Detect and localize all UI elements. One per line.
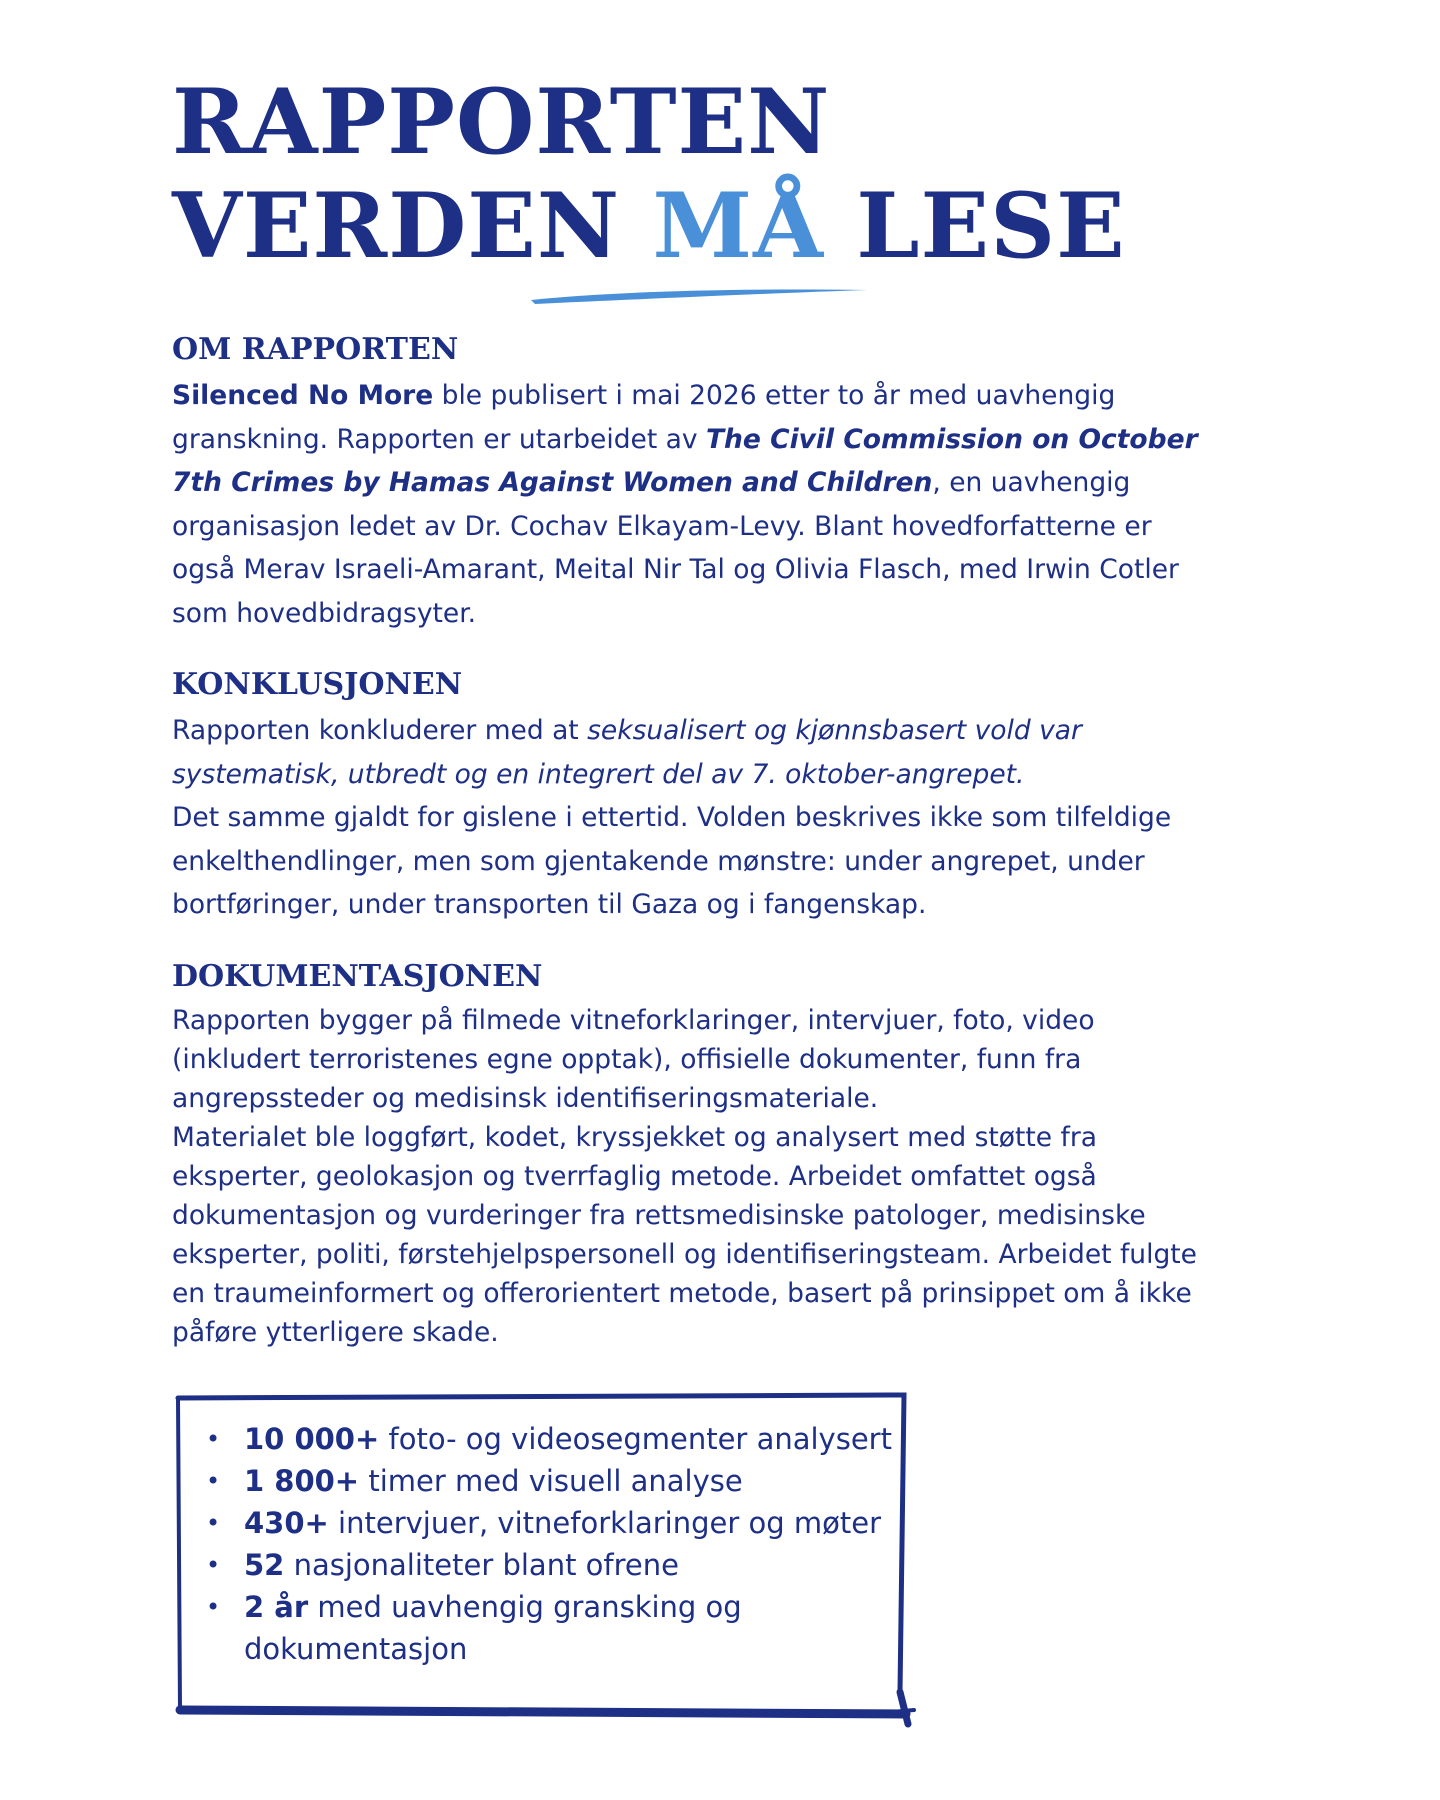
key-facts-box <box>172 1392 907 1722</box>
fact-item <box>206 1418 924 1460</box>
bullet-icon: • <box>206 1466 221 1495</box>
title-line-1: RAPPORTEN <box>172 69 831 175</box>
commission-name: The Civil Commission on October 7th Crimes by Hamas Against Women and Children <box>172 423 1198 498</box>
dokumentasjonen-paragraph-1: Rapporten bygger på filmede vitneforklaringer, intervjuer, foto, video (inkludert terroristenes egne opptak), offisielle dokumenter, funn fra angrepssteder og medisinsk identifiseringsmateriale. <box>172 1004 1095 1114</box>
om-text-2: , en uavhengig organisasjon ledet av Dr. Cochav Elkayam-Levy. Blant hovedforfatterne er også Merav Israeli-Amarant, Meital Nir Tal og Olivia Flasch, med Irwin Cotler som hovedbidragsyter. <box>172 467 1179 629</box>
dokumentasjonen-paragraph-2: Materialet ble loggført, kodet, kryssjekket og analysert med støtte fra eksperter, geolokasjon og tverrfaglig metode. Arbeidet omfattet også dokumentasjon og vurderinger fra rettsmedisinske patologer, medisinske eksperter, politi, førstehjelpspersonell og identifiseringsteam. Arbeidet fulgte en traumeinformert og offerorientert metode, basert på prinsippet om å ikke påføre ytterligere skade. <box>172 1121 1197 1348</box>
brush-underline <box>527 284 872 308</box>
fact-number: 2 år <box>244 1589 309 1624</box>
fact-item <box>206 1544 924 1586</box>
bullet-icon: • <box>206 1550 221 1579</box>
fact-number: 1 800+ <box>244 1463 360 1498</box>
title-line-2-start: VERDEN <box>172 173 653 279</box>
konklusjonen-paragraph-2: Det samme gjaldt for gislene i ettertid. Volden beskrives ikke som tilfeldige enkelthendlinger, men som gjentakende mønstre: under angrepet, under bortføringer, under transporten til Gaza og i fangenskap. <box>172 802 1172 920</box>
section-heading-dokumentasjonen: DOKUMENTASJONEN <box>172 958 543 994</box>
om-text-1: ble publisert i mai 2026 etter to år med uavhengig granskning. Rapporten er utarbeidet av <box>172 380 1116 455</box>
fact-text: nasjonaliteter blant ofrene <box>284 1547 679 1582</box>
fact-item <box>206 1586 924 1670</box>
om-rapporten-paragraph <box>172 374 1202 635</box>
report-name: Silenced No More <box>172 380 434 411</box>
fact-text: foto- og videosegmenter analysert <box>379 1421 892 1456</box>
fact-number: 10 000+ <box>244 1421 380 1456</box>
fact-number: 52 <box>244 1547 285 1582</box>
bullet-icon: • <box>206 1508 221 1537</box>
report-page <box>172 70 1202 1722</box>
bullet-icon: • <box>206 1424 221 1453</box>
konk-text-1: Rapporten konkluderer med at <box>172 715 588 746</box>
fact-item <box>206 1460 924 1502</box>
fact-number: 430+ <box>244 1505 329 1540</box>
fact-text: timer med visuell analyse <box>359 1463 743 1498</box>
fact-text: med uavhengig gransking og dokumentasjon <box>244 1589 742 1666</box>
facts-list <box>202 1418 924 1670</box>
title-accent-word: MÅ <box>652 173 824 279</box>
konk-emphasis: seksualisert og kjønnsbasert vold var systematisk, utbredt og en integrert del av 7. oktober-angrepet. <box>172 715 1082 790</box>
konklusjonen-paragraph-1 <box>172 709 1202 796</box>
section-heading-konklusjonen: KONKLUSJONEN <box>172 667 463 702</box>
title-line-2-end: LESE <box>823 173 1126 279</box>
section-heading-om-rapporten: OM RAPPORTEN <box>172 332 459 367</box>
fact-text: intervjuer, vitneforklaringer og møter <box>328 1505 881 1540</box>
bullet-icon: • <box>206 1592 221 1621</box>
fact-item <box>206 1502 924 1544</box>
page-title <box>172 70 1202 278</box>
